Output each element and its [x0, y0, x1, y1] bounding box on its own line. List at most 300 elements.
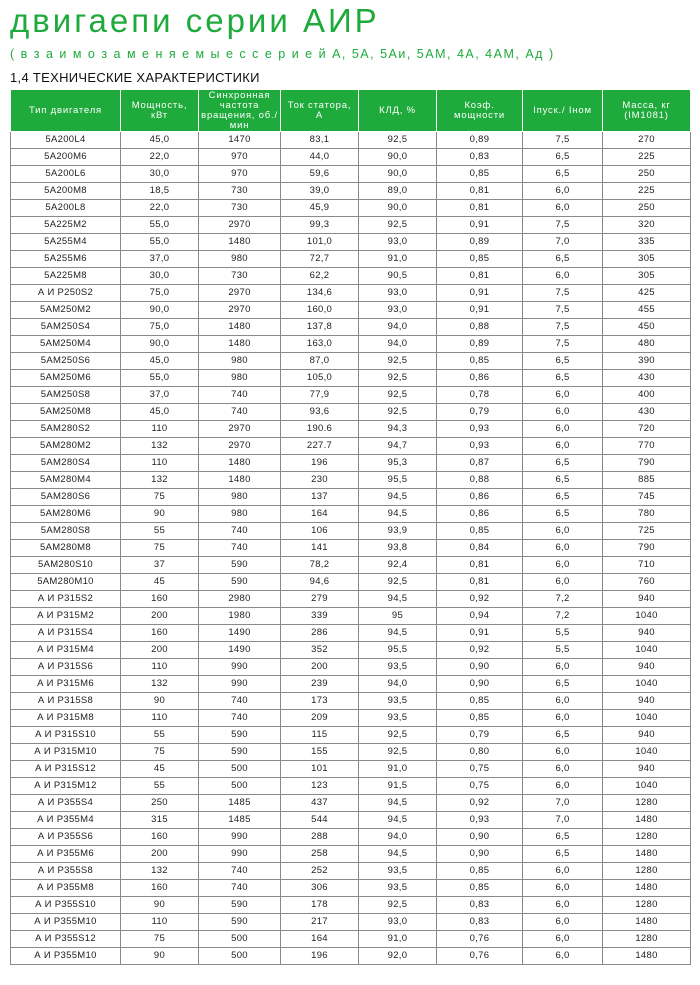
cell-mass: 430 [603, 404, 691, 421]
cell-power: 55,0 [121, 370, 199, 387]
cell-mass: 1040 [603, 778, 691, 795]
cell-efficiency: 94,3 [359, 421, 437, 438]
cell-mass: 1040 [603, 744, 691, 761]
table-row [11, 676, 691, 693]
cell-sync-speed: 590 [199, 557, 281, 574]
cell-power: 132 [121, 863, 199, 880]
cell-start-current-ratio: 6,0 [523, 438, 603, 455]
cell-power-factor: 0,93 [437, 438, 523, 455]
table-row [11, 812, 691, 829]
table-row [11, 829, 691, 846]
cell-power: 30,0 [121, 166, 199, 183]
cell-motor-type: А И Р315S4 [11, 625, 121, 642]
table-row [11, 472, 691, 489]
cell-power: 110 [121, 914, 199, 931]
cell-start-current-ratio: 7,5 [523, 302, 603, 319]
cell-efficiency: 94,5 [359, 489, 437, 506]
cell-power-factor: 0,94 [437, 608, 523, 625]
cell-sync-speed: 590 [199, 914, 281, 931]
cell-power: 315 [121, 812, 199, 829]
header-stator-current: Ток статора, А [281, 90, 359, 132]
cell-sync-speed: 1980 [199, 608, 281, 625]
cell-power-factor: 0,85 [437, 166, 523, 183]
cell-efficiency: 94,5 [359, 795, 437, 812]
cell-power: 75,0 [121, 285, 199, 302]
cell-start-current-ratio: 6,0 [523, 880, 603, 897]
cell-mass: 225 [603, 183, 691, 200]
table-row [11, 778, 691, 795]
cell-power: 90,0 [121, 302, 199, 319]
cell-stator-current: 39,0 [281, 183, 359, 200]
table-header-row [11, 90, 691, 132]
table-row [11, 693, 691, 710]
table-row [11, 217, 691, 234]
cell-sync-speed: 590 [199, 744, 281, 761]
cell-stator-current: 209 [281, 710, 359, 727]
cell-stator-current: 200 [281, 659, 359, 676]
cell-motor-type: 5А225М2 [11, 217, 121, 234]
cell-power-factor: 0,93 [437, 812, 523, 829]
cell-mass: 1280 [603, 931, 691, 948]
cell-start-current-ratio: 6,0 [523, 268, 603, 285]
cell-motor-type: А И Р355М6 [11, 846, 121, 863]
cell-power-factor: 0,93 [437, 421, 523, 438]
cell-efficiency: 91,5 [359, 778, 437, 795]
table-row [11, 914, 691, 931]
page-title: двигаепи серии АИР [10, 2, 380, 39]
cell-efficiency: 95 [359, 608, 437, 625]
cell-efficiency: 93,5 [359, 880, 437, 897]
cell-power-factor: 0,90 [437, 846, 523, 863]
cell-efficiency: 94,0 [359, 336, 437, 353]
cell-sync-speed: 740 [199, 863, 281, 880]
cell-power: 200 [121, 608, 199, 625]
cell-start-current-ratio: 6,0 [523, 523, 603, 540]
cell-power: 160 [121, 591, 199, 608]
cell-stator-current: 123 [281, 778, 359, 795]
cell-mass: 1280 [603, 863, 691, 880]
cell-start-current-ratio: 7,0 [523, 234, 603, 251]
cell-efficiency: 92,5 [359, 217, 437, 234]
table-row [11, 761, 691, 778]
cell-power-factor: 0,90 [437, 829, 523, 846]
cell-power: 45 [121, 574, 199, 591]
cell-mass: 305 [603, 268, 691, 285]
cell-power-factor: 0,76 [437, 948, 523, 965]
table-row [11, 455, 691, 472]
cell-power-factor: 0,85 [437, 863, 523, 880]
specifications-table [10, 89, 691, 965]
cell-stator-current: 62,2 [281, 268, 359, 285]
cell-power: 55 [121, 778, 199, 795]
page-subtitle: ( в з а и м о з а м е н я е м ы е с с е р и е й А, 5А, 5Аи, 5АМ, 4А, 4АМ, Ад ) [10, 47, 555, 61]
cell-start-current-ratio: 6,0 [523, 931, 603, 948]
table-row [11, 574, 691, 591]
cell-power: 22,0 [121, 200, 199, 217]
cell-stator-current: 101,0 [281, 234, 359, 251]
cell-power-factor: 0,92 [437, 642, 523, 659]
cell-motor-type: 5АМ280S4 [11, 455, 121, 472]
table-row [11, 727, 691, 744]
cell-sync-speed: 740 [199, 693, 281, 710]
cell-start-current-ratio: 6,0 [523, 387, 603, 404]
table-row [11, 200, 691, 217]
cell-sync-speed: 2970 [199, 285, 281, 302]
cell-sync-speed: 590 [199, 897, 281, 914]
cell-efficiency: 92,5 [359, 132, 437, 149]
cell-power: 160 [121, 880, 199, 897]
cell-motor-type: 5АМ280М8 [11, 540, 121, 557]
cell-power-factor: 0,75 [437, 778, 523, 795]
cell-start-current-ratio: 6,0 [523, 540, 603, 557]
cell-stator-current: 115 [281, 727, 359, 744]
cell-sync-speed: 590 [199, 574, 281, 591]
cell-stator-current: 279 [281, 591, 359, 608]
cell-power: 45 [121, 761, 199, 778]
cell-efficiency: 93,0 [359, 285, 437, 302]
cell-start-current-ratio: 6,5 [523, 472, 603, 489]
cell-mass: 400 [603, 387, 691, 404]
cell-stator-current: 339 [281, 608, 359, 625]
cell-stator-current: 163,0 [281, 336, 359, 353]
cell-motor-type: А И Р315М6 [11, 676, 121, 693]
cell-sync-speed: 1480 [199, 472, 281, 489]
cell-mass: 1040 [603, 608, 691, 625]
cell-mass: 225 [603, 149, 691, 166]
cell-power: 132 [121, 676, 199, 693]
cell-start-current-ratio: 6,0 [523, 710, 603, 727]
cell-start-current-ratio: 7,0 [523, 795, 603, 812]
cell-start-current-ratio: 6,0 [523, 693, 603, 710]
cell-motor-type: А И Р315М2 [11, 608, 121, 625]
cell-efficiency: 93,5 [359, 710, 437, 727]
cell-mass: 1480 [603, 914, 691, 931]
cell-start-current-ratio: 7,5 [523, 132, 603, 149]
cell-efficiency: 90,0 [359, 149, 437, 166]
cell-efficiency: 94,0 [359, 829, 437, 846]
cell-power-factor: 0,92 [437, 591, 523, 608]
cell-start-current-ratio: 6,5 [523, 455, 603, 472]
cell-motor-type: А И Р315S8 [11, 693, 121, 710]
cell-motor-type: 5АМ250S4 [11, 319, 121, 336]
cell-motor-type: 5А225М8 [11, 268, 121, 285]
cell-start-current-ratio: 6,5 [523, 251, 603, 268]
cell-power: 200 [121, 642, 199, 659]
table-row [11, 659, 691, 676]
cell-motor-type: А И Р355М4 [11, 812, 121, 829]
cell-mass: 450 [603, 319, 691, 336]
cell-stator-current: 164 [281, 506, 359, 523]
cell-sync-speed: 730 [199, 200, 281, 217]
cell-motor-type: А И Р355М8 [11, 880, 121, 897]
cell-power-factor: 0,88 [437, 319, 523, 336]
cell-stator-current: 94,6 [281, 574, 359, 591]
cell-mass: 250 [603, 166, 691, 183]
cell-start-current-ratio: 6,0 [523, 897, 603, 914]
cell-sync-speed: 980 [199, 353, 281, 370]
cell-mass: 430 [603, 370, 691, 387]
cell-sync-speed: 980 [199, 489, 281, 506]
cell-power: 110 [121, 455, 199, 472]
cell-motor-type: А И Р315S6 [11, 659, 121, 676]
cell-sync-speed: 1490 [199, 642, 281, 659]
cell-motor-type: А И Р315М10 [11, 744, 121, 761]
cell-stator-current: 72,7 [281, 251, 359, 268]
table-row [11, 795, 691, 812]
cell-power: 55 [121, 523, 199, 540]
table-row [11, 438, 691, 455]
cell-power: 110 [121, 710, 199, 727]
cell-motor-type: 5А200М8 [11, 183, 121, 200]
table-row [11, 642, 691, 659]
cell-efficiency: 90,5 [359, 268, 437, 285]
header-mass: Масса, кг (IM1081) [603, 90, 691, 132]
cell-power-factor: 0,86 [437, 506, 523, 523]
cell-power-factor: 0,91 [437, 285, 523, 302]
cell-motor-type: 5АМ280М4 [11, 472, 121, 489]
table-row [11, 744, 691, 761]
cell-sync-speed: 740 [199, 540, 281, 557]
cell-power-factor: 0,89 [437, 336, 523, 353]
cell-power: 132 [121, 438, 199, 455]
cell-sync-speed: 980 [199, 506, 281, 523]
cell-power-factor: 0,80 [437, 744, 523, 761]
cell-sync-speed: 590 [199, 727, 281, 744]
cell-power: 160 [121, 829, 199, 846]
cell-efficiency: 89,0 [359, 183, 437, 200]
cell-start-current-ratio: 6,5 [523, 727, 603, 744]
cell-power-factor: 0,81 [437, 557, 523, 574]
cell-stator-current: 83,1 [281, 132, 359, 149]
cell-stator-current: 101 [281, 761, 359, 778]
cell-sync-speed: 1480 [199, 319, 281, 336]
cell-sync-speed: 2970 [199, 438, 281, 455]
cell-motor-type: 5АМ280S8 [11, 523, 121, 540]
cell-power-factor: 0,81 [437, 183, 523, 200]
header-efficiency: КЛД, % [359, 90, 437, 132]
cell-power: 45,0 [121, 404, 199, 421]
cell-mass: 1280 [603, 829, 691, 846]
cell-stator-current: 137 [281, 489, 359, 506]
table-row [11, 489, 691, 506]
cell-stator-current: 230 [281, 472, 359, 489]
cell-stator-current: 544 [281, 812, 359, 829]
cell-motor-type: 5АМ280М6 [11, 506, 121, 523]
table-row [11, 591, 691, 608]
cell-motor-type: 5АМ280М10 [11, 574, 121, 591]
cell-start-current-ratio: 6,0 [523, 778, 603, 795]
cell-power: 45,0 [121, 353, 199, 370]
cell-motor-type: 5А255М4 [11, 234, 121, 251]
cell-efficiency: 92,0 [359, 948, 437, 965]
cell-power: 90 [121, 948, 199, 965]
cell-motor-type: 5АМ280М2 [11, 438, 121, 455]
cell-sync-speed: 980 [199, 370, 281, 387]
table-row [11, 557, 691, 574]
cell-power: 55 [121, 727, 199, 744]
cell-mass: 940 [603, 625, 691, 642]
cell-motor-type: А И Р315М8 [11, 710, 121, 727]
cell-motor-type: А И Р355М10 [11, 914, 121, 931]
cell-stator-current: 288 [281, 829, 359, 846]
table-row [11, 336, 691, 353]
table-body [11, 132, 691, 965]
table-row [11, 863, 691, 880]
cell-sync-speed: 990 [199, 676, 281, 693]
cell-efficiency: 94,5 [359, 625, 437, 642]
cell-stator-current: 164 [281, 931, 359, 948]
cell-motor-type: 5А200L6 [11, 166, 121, 183]
cell-efficiency: 92,5 [359, 574, 437, 591]
cell-power: 90 [121, 506, 199, 523]
cell-power: 200 [121, 846, 199, 863]
cell-efficiency: 91,0 [359, 251, 437, 268]
cell-efficiency: 93,9 [359, 523, 437, 540]
cell-start-current-ratio: 6,0 [523, 183, 603, 200]
cell-sync-speed: 740 [199, 523, 281, 540]
cell-efficiency: 91,0 [359, 931, 437, 948]
cell-start-current-ratio: 6,5 [523, 489, 603, 506]
cell-stator-current: 196 [281, 455, 359, 472]
cell-start-current-ratio: 7,5 [523, 336, 603, 353]
header-power-factor: Коэф. мощности [437, 90, 523, 132]
table-row [11, 523, 691, 540]
cell-efficiency: 94,5 [359, 812, 437, 829]
cell-motor-type: А И Р315М4 [11, 642, 121, 659]
cell-power: 160 [121, 625, 199, 642]
cell-start-current-ratio: 7,2 [523, 608, 603, 625]
cell-stator-current: 45,9 [281, 200, 359, 217]
header-power: Мощность, кВт [121, 90, 199, 132]
cell-stator-current: 78,2 [281, 557, 359, 574]
cell-stator-current: 93,6 [281, 404, 359, 421]
cell-efficiency: 90,0 [359, 200, 437, 217]
table-row [11, 251, 691, 268]
cell-power-factor: 0,85 [437, 710, 523, 727]
cell-mass: 940 [603, 591, 691, 608]
cell-power-factor: 0,83 [437, 149, 523, 166]
cell-power: 37,0 [121, 387, 199, 404]
cell-power-factor: 0,79 [437, 727, 523, 744]
cell-power: 75 [121, 931, 199, 948]
cell-efficiency: 92,5 [359, 353, 437, 370]
table-row [11, 506, 691, 523]
cell-mass: 1280 [603, 897, 691, 914]
cell-start-current-ratio: 6,0 [523, 421, 603, 438]
cell-power-factor: 0,91 [437, 302, 523, 319]
cell-stator-current: 160,0 [281, 302, 359, 319]
table-row [11, 421, 691, 438]
cell-power: 90,0 [121, 336, 199, 353]
cell-power-factor: 0,83 [437, 897, 523, 914]
table-row [11, 931, 691, 948]
table-row [11, 608, 691, 625]
cell-sync-speed: 500 [199, 778, 281, 795]
cell-power-factor: 0,76 [437, 931, 523, 948]
cell-stator-current: 106 [281, 523, 359, 540]
cell-power-factor: 0,85 [437, 251, 523, 268]
cell-sync-speed: 500 [199, 931, 281, 948]
cell-power-factor: 0,89 [437, 234, 523, 251]
table-row [11, 897, 691, 914]
cell-power: 132 [121, 472, 199, 489]
cell-sync-speed: 1490 [199, 625, 281, 642]
cell-start-current-ratio: 6,5 [523, 166, 603, 183]
cell-efficiency: 93,8 [359, 540, 437, 557]
cell-efficiency: 95,5 [359, 642, 437, 659]
cell-power-factor: 0,75 [437, 761, 523, 778]
cell-sync-speed: 1480 [199, 455, 281, 472]
cell-mass: 940 [603, 761, 691, 778]
cell-efficiency: 90,0 [359, 166, 437, 183]
cell-motor-type: 5АМ250S6 [11, 353, 121, 370]
cell-start-current-ratio: 6,0 [523, 744, 603, 761]
cell-efficiency: 92,5 [359, 387, 437, 404]
cell-sync-speed: 990 [199, 659, 281, 676]
cell-motor-type: А И Р355S12 [11, 931, 121, 948]
cell-mass: 1480 [603, 948, 691, 965]
cell-start-current-ratio: 6,0 [523, 914, 603, 931]
cell-mass: 720 [603, 421, 691, 438]
cell-mass: 790 [603, 540, 691, 557]
cell-efficiency: 93,5 [359, 693, 437, 710]
cell-efficiency: 95,3 [359, 455, 437, 472]
cell-motor-type: А И Р315S10 [11, 727, 121, 744]
table-row [11, 353, 691, 370]
cell-motor-type: 5АМ250М4 [11, 336, 121, 353]
cell-stator-current: 155 [281, 744, 359, 761]
cell-efficiency: 92,5 [359, 727, 437, 744]
cell-power-factor: 0,90 [437, 659, 523, 676]
table-row [11, 387, 691, 404]
cell-stator-current: 217 [281, 914, 359, 931]
cell-power: 18,5 [121, 183, 199, 200]
cell-mass: 940 [603, 693, 691, 710]
cell-motor-type: 5А200М6 [11, 149, 121, 166]
cell-power-factor: 0,86 [437, 489, 523, 506]
cell-power-factor: 0,90 [437, 676, 523, 693]
cell-motor-type: 5АМ250М2 [11, 302, 121, 319]
cell-mass: 760 [603, 574, 691, 591]
cell-power: 110 [121, 659, 199, 676]
cell-start-current-ratio: 5,5 [523, 642, 603, 659]
cell-start-current-ratio: 6,5 [523, 149, 603, 166]
cell-power-factor: 0,78 [437, 387, 523, 404]
cell-stator-current: 173 [281, 693, 359, 710]
cell-motor-type: 5АМ250S8 [11, 387, 121, 404]
cell-mass: 1280 [603, 795, 691, 812]
cell-power-factor: 0,85 [437, 523, 523, 540]
cell-stator-current: 190.6 [281, 421, 359, 438]
cell-motor-type: А И Р355S4 [11, 795, 121, 812]
cell-power: 37 [121, 557, 199, 574]
cell-mass: 1040 [603, 676, 691, 693]
cell-stator-current: 105,0 [281, 370, 359, 387]
cell-efficiency: 93,5 [359, 659, 437, 676]
table-row [11, 234, 691, 251]
cell-power: 110 [121, 421, 199, 438]
cell-power: 90 [121, 897, 199, 914]
cell-start-current-ratio: 7,5 [523, 319, 603, 336]
cell-sync-speed: 500 [199, 761, 281, 778]
cell-stator-current: 134,6 [281, 285, 359, 302]
cell-mass: 270 [603, 132, 691, 149]
cell-power: 75,0 [121, 319, 199, 336]
cell-power-factor: 0,81 [437, 268, 523, 285]
cell-mass: 1040 [603, 710, 691, 727]
cell-stator-current: 437 [281, 795, 359, 812]
cell-motor-type: 5АМ280S6 [11, 489, 121, 506]
